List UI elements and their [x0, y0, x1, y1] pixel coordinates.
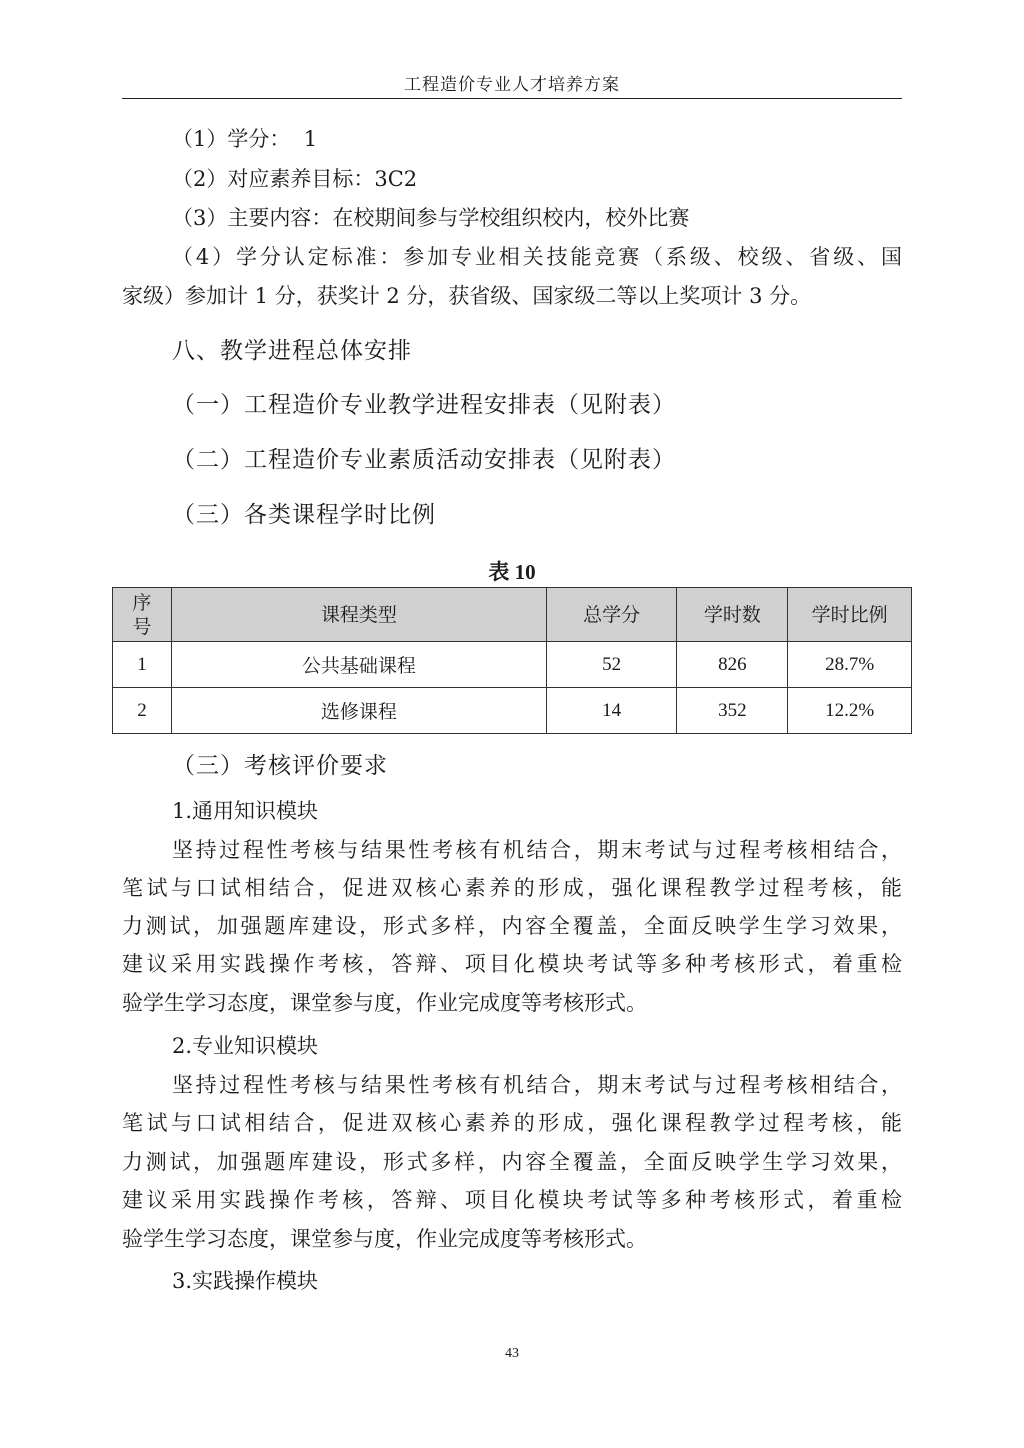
header-credits: 总学分: [546, 588, 677, 642]
module-1-line: 笔试与口试相结合，促进双核心素养的形成，强化课程教学过程考核，能: [122, 876, 902, 900]
cell-type: 选修课程: [171, 688, 546, 734]
item-content: [122, 199, 902, 237]
item-num: （1）: [172, 127, 228, 151]
cell-credits: 52: [546, 642, 677, 688]
item-num: （3）: [172, 206, 228, 230]
item-target: [122, 160, 902, 198]
cell-seq: 1: [113, 642, 172, 688]
table-row: [113, 642, 912, 688]
module-2-line: 笔试与口试相结合，促进双核心素养的形成，强化课程教学过程考核，能: [122, 1111, 902, 1135]
cell-ratio: 28.7%: [788, 642, 912, 688]
subsection-hour-ratio: （三）各类课程学时比例: [172, 502, 436, 528]
cell-credits: 14: [546, 688, 677, 734]
section-heading: 八、教学进程总体安排: [172, 338, 412, 364]
item-label: 对应素养目标：: [227, 167, 375, 191]
item-num: （2）: [172, 167, 228, 191]
header-ratio: 学时比例: [788, 588, 912, 642]
module-1-line: 力测试，加强题库建设，形式多样，内容全覆盖，全面反映学生学习效果，: [122, 914, 902, 938]
running-header: 工程造价专业人才培养方案: [404, 75, 620, 95]
cell-ratio: 12.2%: [788, 688, 912, 734]
item-label: 学分：: [227, 127, 291, 151]
module-1-title: 1.通用知识模块: [172, 799, 319, 823]
item-credit: [122, 120, 902, 158]
table-header-row: [113, 588, 912, 642]
cell-hours: 352: [677, 688, 788, 734]
item-value: 3C2: [374, 167, 418, 191]
header-type: 课程类型: [171, 588, 546, 642]
table-caption: 表 10: [488, 560, 536, 584]
header-hours: 学时数: [677, 588, 788, 642]
item-standard-line-2: 家级）参加计 1 分，获奖计 2 分，获省级、国家级二等以上奖项计 3 分。: [122, 284, 812, 308]
module-1-line: 建议采用实践操作考核，答辩、项目化模块考试等多种考核形式，着重检: [122, 952, 902, 976]
table-row: [113, 688, 912, 734]
module-1-line: 验学生学习态度，课堂参与度，作业完成度等考核形式。: [122, 991, 647, 1015]
page-number: 43: [505, 1346, 519, 1361]
item-value: 1: [303, 127, 318, 151]
header-seq: 序 号: [113, 588, 172, 642]
module-2-title: 2.专业知识模块: [172, 1034, 319, 1058]
cell-hours: 826: [677, 642, 788, 688]
module-2-line: 建议采用实践操作考核，答辩、项目化模块考试等多种考核形式，着重检: [122, 1188, 902, 1212]
cell-type: 公共基础课程: [171, 642, 546, 688]
cell-seq: 2: [113, 688, 172, 734]
item-label: 主要内容：: [227, 206, 333, 230]
assessment-heading: （三）考核评价要求: [172, 753, 388, 779]
module-1-line: 坚持过程性考核与结果性考核有机结合，期末考试与过程考核相结合，: [172, 838, 902, 862]
module-2-line: 坚持过程性考核与结果性考核有机结合，期末考试与过程考核相结合，: [172, 1073, 902, 1097]
subsection-activities: （二）工程造价专业素质活动安排表（见附表）: [172, 447, 676, 473]
module-3-title: 3.实践操作模块: [172, 1269, 319, 1293]
module-2-line: 力测试，加强题库建设，形式多样，内容全覆盖，全面反映学生学习效果，: [122, 1150, 902, 1174]
subsection-schedule: （一）工程造价专业教学进程安排表（见附表）: [172, 392, 676, 418]
hours-ratio-table: [112, 587, 912, 734]
item-standard-line-1: （4）学分认定标准：参加专业相关技能竞赛（系级、校级、省级、国: [172, 245, 902, 269]
module-2-line: 验学生学习态度，课堂参与度，作业完成度等考核形式。: [122, 1227, 647, 1251]
item-value: 在校期间参与学校组织校内，校外比赛: [332, 206, 690, 230]
header-rule: [122, 98, 902, 99]
